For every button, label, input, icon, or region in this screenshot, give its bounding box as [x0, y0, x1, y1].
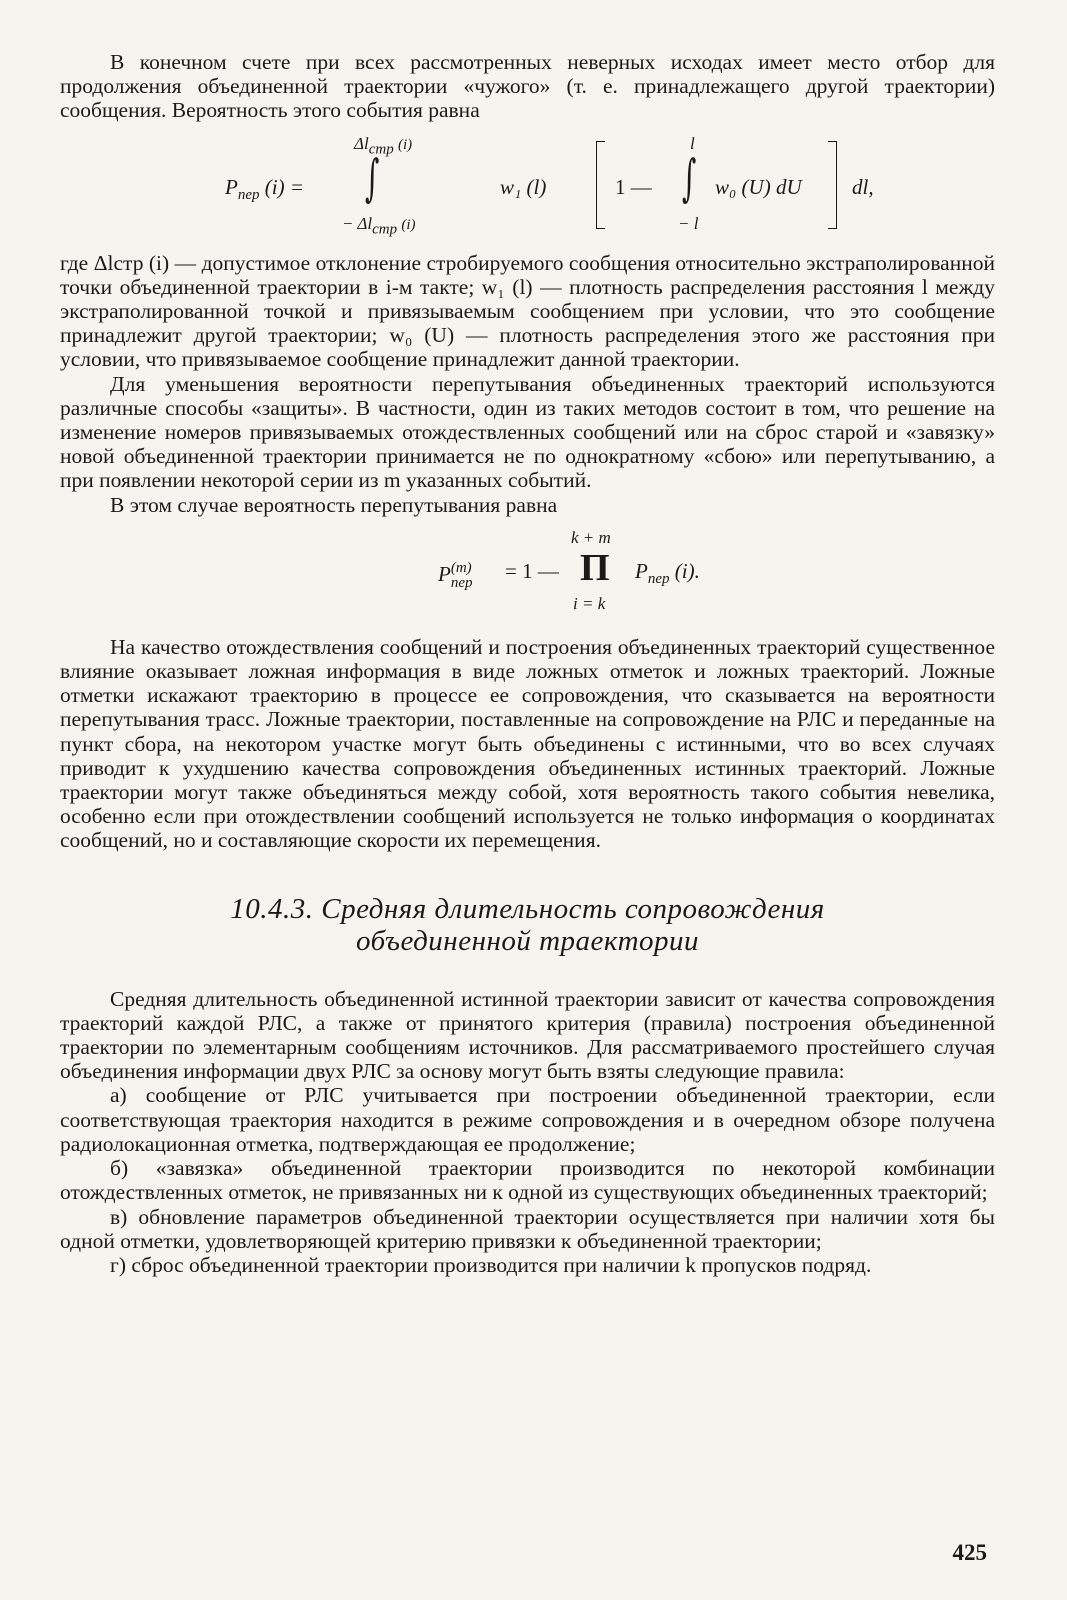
integral-sign-outer: ∫ [365, 148, 380, 207]
formula1-lhs-sub: пер [237, 186, 260, 203]
list-item: в) обновление параметров объединенной траектории осуществляется при наличии хотя бы одной отметки, удовлетворяющей критерию привязки к объединенной траектории; [60, 1204, 995, 1253]
paragraph-in-this-case: В этом случае вероятность перепутывания равна [110, 492, 558, 517]
section-heading [60, 893, 995, 957]
formula1-one-minus: 1 — [615, 174, 652, 199]
formula1-w1: w₁ (l) [500, 174, 547, 199]
formula1-tail: dl, [852, 174, 874, 199]
paragraph-intro: В конечном счете при всех рассмотренных неверных исходах имеет место отбор для продолжения объединенной траектории «чужого» (т. е. принадлежащего другой траектории) сообщения. Вероятность этого события равна [60, 50, 995, 123]
integral-sign-inner: ∫ [682, 148, 697, 207]
right-bracket [828, 141, 837, 229]
formula2-lhs: P [438, 561, 451, 586]
formula1-lhs-arg: (i) = [264, 174, 304, 199]
formula1-upper: Δl [354, 133, 369, 153]
formula2-lhs-sub: пер [450, 574, 473, 591]
paragraph-protection: Для уменьшения вероятности перепутывания объединенных траекторий используются различные способы «защиты». В частности, один из таких методов состоит в том, что решение на изменение номеров привязываемых отождествленных сообщений или на сброс старой и «завязку» новой объединенной траектории принимается не по однократному «сбою» или перепутыванию, а при появлении некоторой серии из m указанных событий. [60, 371, 995, 493]
formula1-upper-sub: стр [368, 141, 394, 157]
formula1-inner-upper: l [690, 133, 695, 153]
list-item: г) сброс объединенной траектории производится при наличии k пропусков подряд. [110, 1252, 872, 1277]
paragraph-duration: Средняя длительность объединенной истинной траектории зависит от качества сопровождения траекторий каждой РЛС, а также от принятого критерия (правила) построения объединенной траектории по элементарным сообщениям источников. Для рассматриваемого простейшего случая объединения информации двух РЛС за основу могут быть взяты следующие правила: [60, 986, 995, 1084]
formula-series-probability [60, 527, 995, 623]
formula2-rhs-sub: пер [647, 571, 670, 588]
formula1-upper-arg: (i) [397, 136, 413, 153]
paragraph-definitions: где Δlстр (i) — допустимое отклонение стробируемого сообщения относительно экстраполированной точки объединенной траектории в i-м такте; w₁ (l) — плотность распределения расстояния l между экстраполированной точкой и привязываемым сообщением при условии, что это сообщение принадлежит другой траектории; w₀ (U) — плотность распределения этого же расстояния при условии, что привязываемое сообщение принадлежит данной траектории. [60, 250, 995, 372]
left-bracket [596, 141, 605, 229]
formula1-w0: w₀ (U) dU [715, 174, 802, 199]
list-item: а) сообщение от РЛС учитывается при построении объединенной траектории, если соответствующая траектория находится в режиме сопровождения и в очередном обзоре получена радиолокационная отметка, подтверждающая ее продолжение; [60, 1083, 995, 1156]
rules-list [60, 1083, 995, 1277]
formula-misassociation-probability [60, 129, 995, 247]
paragraph-false-information: На качество отождествления сообщений и построения объединенных траекторий существенное влияние оказывает ложная информация в виде ложных отметок и ложных траекторий. Ложные отметки искажают траекторию в процессе ее сопровождения, что сказывается на вероятности перепутывания трасс. Ложные траектории, поставленные на сопровождение на РЛС и переданные на пункт сбора, на некотором участке могут быть объединены с истинными, что во всех случаях приводит к ухудшению качества сопровождения объединенных истинных траекторий. Ложные траектории могут также объединяться между собой, хотя вероятность такого события невелика, особенно если при отождествлении сообщений используется не только информация о координатах сообщений, но и составляющие скорости их перемещения. [60, 634, 995, 853]
formula1-inner-lower: − l [678, 213, 699, 233]
formula2-product-sign: Π [580, 546, 610, 589]
formula1-lower: − Δl [342, 213, 373, 233]
list-item: б) «завязка» объединенной траектории производится по некоторой комбинации отождествленных отметок, не привязанных ни к одной из существующих объединенных траекторий; [60, 1156, 995, 1205]
formula1-lower-arg: (i) [401, 216, 416, 233]
formula2-rhs-arg: (i). [674, 558, 700, 583]
formula1-lower-sub: стр [372, 221, 398, 237]
page-number: 425 [952, 1540, 987, 1565]
formula2-eq: = 1 — [505, 558, 559, 583]
section-heading-line2: объединенной траектории [355, 924, 700, 957]
formula2-lower: i = k [573, 593, 606, 613]
formula1-lhs: P [225, 174, 238, 199]
formula2-lhs-sup: (m) [450, 559, 472, 576]
formula2-upper: k + m [571, 527, 611, 547]
formula2-rhs: P [635, 558, 648, 583]
section-heading-line1: 10.4.3. Средняя длительность сопровождения [230, 892, 825, 925]
